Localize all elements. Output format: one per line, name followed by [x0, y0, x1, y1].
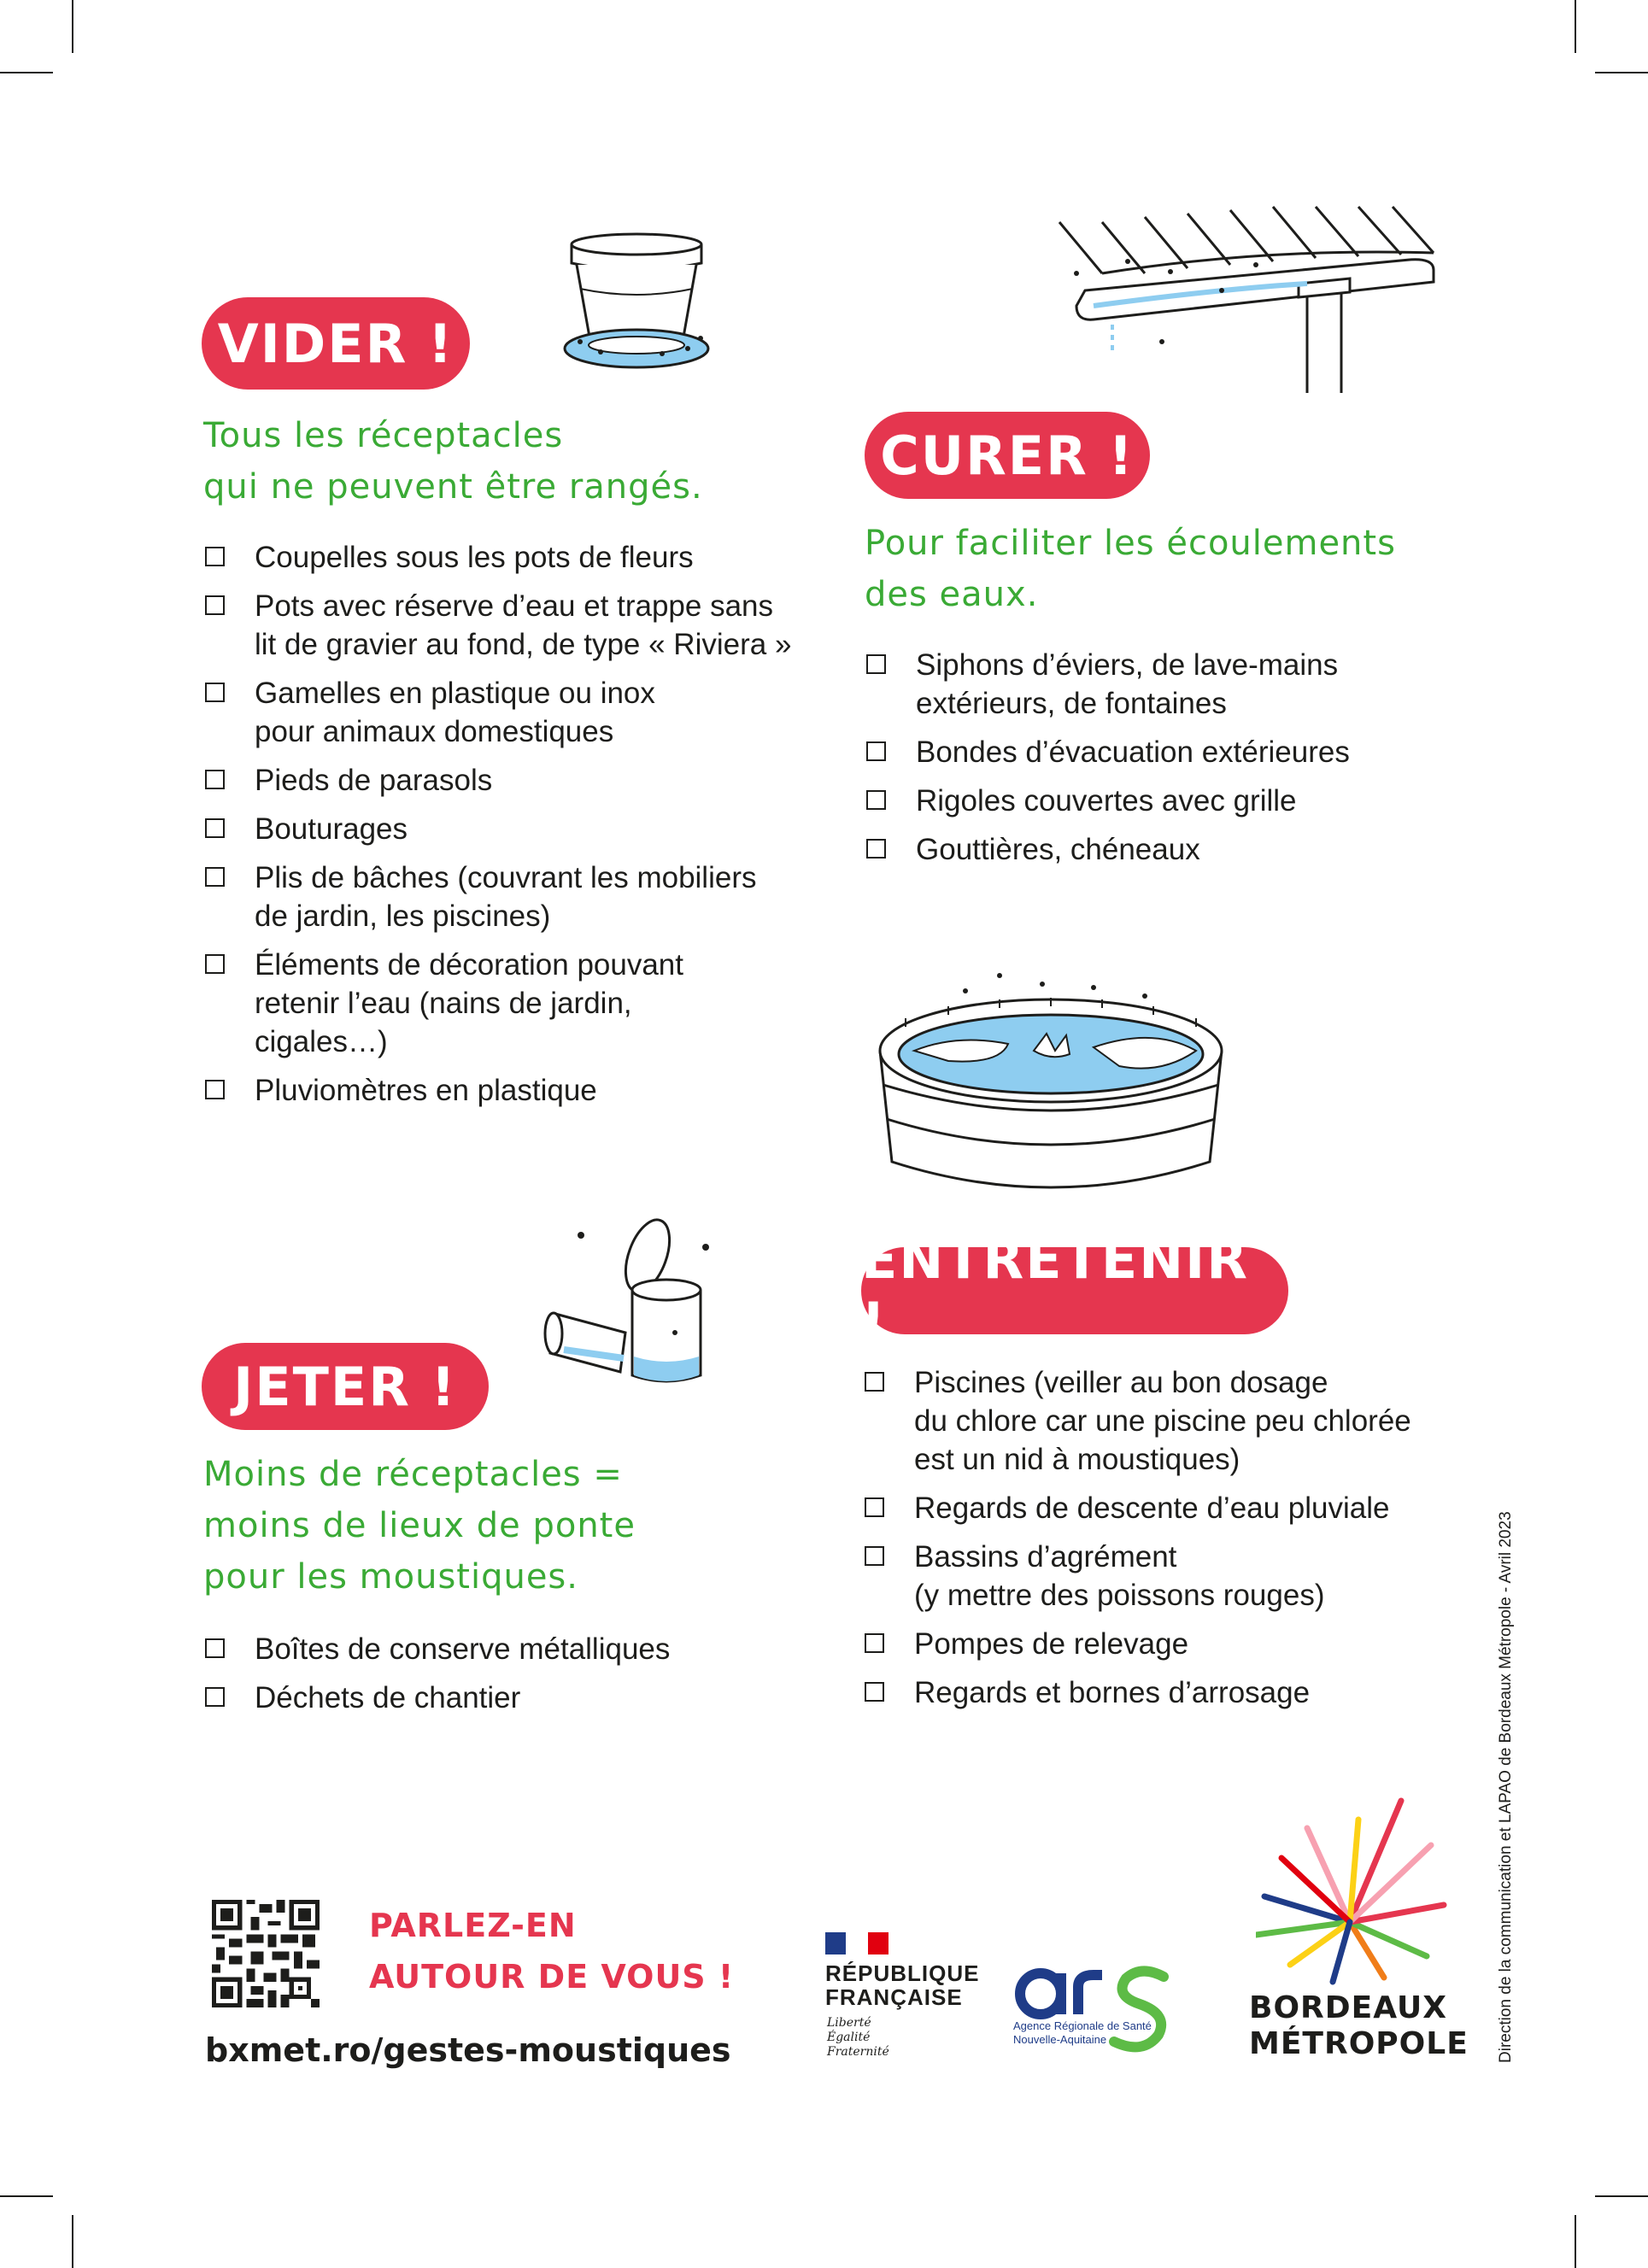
bordeaux-metropole-starburst-icon — [1256, 1794, 1452, 1990]
list-item[interactable]: Pompes de relevage — [865, 1625, 1411, 1663]
talk-about-it-text: PARLEZ-EN AUTOUR DE VOUS ! — [369, 1907, 735, 1995]
crop-mark — [72, 2215, 73, 2268]
list-item[interactable]: Gouttières, chéneaux — [866, 830, 1350, 869]
checkbox[interactable] — [205, 547, 225, 566]
crop-mark — [1595, 2195, 1648, 2197]
bordeaux-metropole-logo: BORDEAUX MÉTROPOLE — [1249, 1990, 1469, 2061]
curer-checklist — [866, 646, 1350, 879]
list-item[interactable]: Regards et bornes d’arrosage — [865, 1673, 1411, 1712]
checkbox[interactable] — [205, 818, 225, 838]
tin-cans-illustration — [538, 1204, 726, 1392]
list-item[interactable]: Boîtes de conserve métalliques — [205, 1630, 670, 1668]
list-item[interactable]: Siphons d’éviers, de lave-mains extérieurs, de fontaines — [866, 646, 1350, 723]
checkbox[interactable] — [865, 1372, 884, 1392]
jeter-subtitle: Moins de réceptacles = moins de lieux de ponte pour les moustiques. — [203, 1455, 636, 1597]
list-item[interactable]: Pluviomètres en plastique — [205, 1071, 791, 1110]
crop-mark — [1595, 72, 1648, 73]
crop-mark — [1575, 2215, 1576, 2268]
checkbox[interactable] — [865, 1497, 884, 1517]
checkbox[interactable] — [865, 1682, 884, 1702]
entretenir-title: ENTRETENIR ! — [861, 1247, 1288, 1334]
checkbox[interactable] — [866, 790, 886, 810]
checkbox[interactable] — [205, 770, 225, 789]
crop-mark — [72, 0, 73, 53]
checkbox[interactable] — [865, 1633, 884, 1653]
campaign-url[interactable]: bxmet.ro/gestes-moustiques — [205, 2031, 731, 2069]
entretenir-checklist — [865, 1363, 1411, 1722]
crop-mark — [1575, 0, 1576, 53]
republique-francaise-logo: RÉPUBLIQUE FRANÇAISE — [825, 1960, 980, 2010]
crop-mark — [0, 72, 53, 73]
checkbox[interactable] — [205, 954, 225, 974]
list-item[interactable]: Coupelles sous les pots de fleurs — [205, 538, 791, 577]
list-item[interactable]: Gamelles en plastique ou inox pour animaux domestiques — [205, 674, 791, 751]
checkbox[interactable] — [866, 839, 886, 859]
list-item[interactable]: Regards de descente d’eau pluviale — [865, 1489, 1411, 1527]
list-item[interactable]: Rigoles couvertes avec grille — [866, 782, 1350, 820]
curer-title: CURER ! — [865, 412, 1150, 499]
list-item[interactable]: Pieds de parasols — [205, 761, 791, 800]
checkbox[interactable] — [205, 1638, 225, 1658]
vider-title: VIDER ! — [202, 297, 470, 390]
curer-subtitle: Pour faciliter les écoulements des eaux. — [865, 524, 1396, 614]
jeter-title: JETER ! — [202, 1343, 489, 1430]
jeter-checklist — [205, 1630, 670, 1727]
list-item[interactable]: Pots avec réserve d’eau et trappe sans lit de gravier au fond, de type « Riviera » — [205, 587, 791, 664]
vider-checklist — [205, 538, 791, 1120]
ars-logo — [1013, 1961, 1184, 2064]
list-item[interactable]: Piscines (veiller au bon dosage du chlore car une piscine peu chlorée est un nid à moustiques) — [865, 1363, 1411, 1479]
credit-line: Direction de la communication et LAPAO de Bordeaux Métropole - Avril 2023 — [1497, 1511, 1515, 2063]
checkbox[interactable] — [205, 867, 225, 887]
checkbox[interactable] — [865, 1546, 884, 1566]
gutter-illustration — [1051, 205, 1444, 401]
checkbox[interactable] — [205, 1687, 225, 1707]
list-item[interactable]: Bassins d’agrément (y mettre des poissons rouges) — [865, 1538, 1411, 1615]
checkbox[interactable] — [866, 654, 886, 674]
list-item[interactable]: Éléments de décoration pouvant retenir l’eau (nains de jardin, cigales…) — [205, 946, 791, 1061]
list-item[interactable]: Déchets de chantier — [205, 1679, 670, 1717]
checkbox[interactable] — [205, 683, 225, 702]
checkbox[interactable] — [866, 741, 886, 761]
flowerpot-saucer-illustration — [560, 229, 713, 383]
pond-basin-illustration — [871, 965, 1230, 1204]
list-item[interactable]: Bondes d’évacuation extérieures — [866, 733, 1350, 771]
ars-agency-name: Agence Régionale de Santé Nouvelle-Aquitaine — [1013, 2019, 1152, 2046]
list-item[interactable]: Plis de bâches (couvrant les mobiliers de jardin, les piscines) — [205, 859, 791, 935]
checkbox[interactable] — [205, 595, 225, 615]
vider-subtitle: Tous les réceptacles qui ne peuvent être rangés. — [203, 416, 703, 507]
marianne-flag-icon — [825, 1932, 889, 1954]
crop-mark — [0, 2195, 53, 2197]
list-item[interactable]: Bouturages — [205, 810, 791, 848]
qr-code[interactable] — [212, 1900, 320, 2007]
republique-motto: Liberté Égalité Fraternité — [827, 2016, 889, 2059]
checkbox[interactable] — [205, 1080, 225, 1099]
